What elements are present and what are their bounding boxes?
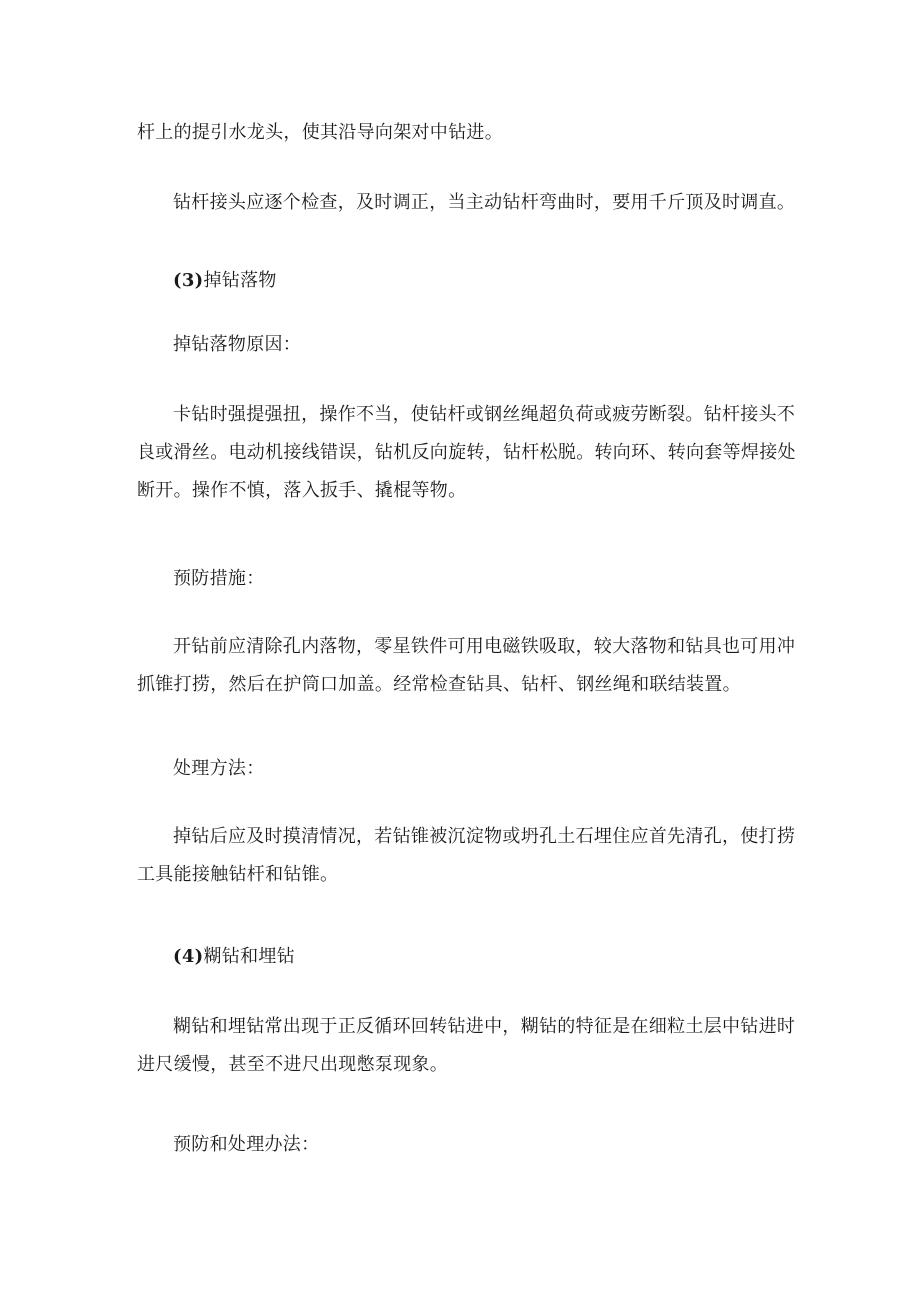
paragraph-handling-label: 处理方法： <box>173 758 265 779</box>
heading-number: (3) <box>173 270 204 291</box>
heading-mud-drill <box>137 938 797 976</box>
heading-text: 糊钻和埋钻 <box>203 946 295 967</box>
paragraph-prevention: 开钻前应清除孔内落物，零星铁件可用电磁铁吸取，较大落物和钻具也可用冲抓锥打捞，然后在护筒口加盖。经常检查钻具、钻杆、钢丝绳和联结装置。 <box>137 636 796 695</box>
paragraph-causes: 卡钻时强提强扭，操作不当，使钻杆或钢丝绳超负荷或疲劳断裂。钻杆接头不良或滑丝。电动机接线错误，钻机反向旋转，钻杆松脱。转向环、转向套等焊接处断开。操作不慎，落入扳手、撬棍等物。 <box>137 404 796 501</box>
paragraph-prevention-handling-label: 预防和处理办法： <box>173 1134 320 1155</box>
paragraph-prevention-label: 预防措施： <box>173 568 265 589</box>
paragraph-causes-label: 掉钻落物原因： <box>173 334 302 355</box>
paragraph-mud-drill: 糊钻和埋钻常出现于正反循环回转钻进中，糊钻的特征是在细粒土层中钻进时进尺缓慢，甚至不进尺出现憋泵现象。 <box>137 1016 796 1075</box>
heading-text: 掉钻落物 <box>203 270 277 291</box>
paragraph-continuation: 杆上的提引水龙头，使其沿导向架对中钻进。 <box>137 122 503 143</box>
heading-dropped-drill <box>137 262 797 300</box>
paragraph-handling: 掉钻后应及时摸清情况，若钻锥被沉淀物或坍孔土石埋住应首先清孔，使打捞工具能接触钻杆和钻锥。 <box>137 826 796 885</box>
heading-number: (4) <box>173 946 204 967</box>
paragraph-drill-joint: 钻杆接头应逐个检查，及时调正，当主动钻杆弯曲时，要用千斤顶及时调直。 <box>173 192 796 213</box>
